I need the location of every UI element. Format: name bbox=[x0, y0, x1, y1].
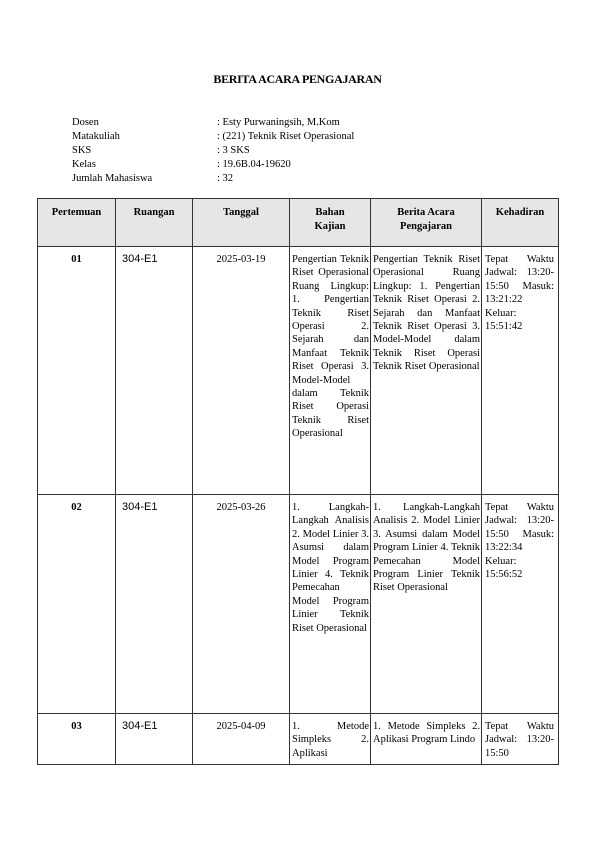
table-row bbox=[38, 247, 559, 495]
info-label: Matakuliah bbox=[72, 131, 120, 142]
cell-berita-acara: 1. Metode Simpleks 2. Aplikasi Program Lindo bbox=[371, 714, 482, 765]
info-row-matakuliah bbox=[72, 130, 354, 144]
info-row-sks bbox=[72, 144, 354, 158]
cell-ruangan: 304-E1 bbox=[116, 714, 193, 765]
table-header-row bbox=[38, 199, 559, 247]
header-bahan-kajian bbox=[290, 199, 371, 247]
cell-pertemuan: 02 bbox=[38, 495, 116, 714]
page-title: BERITA ACARA PENGAJARAN bbox=[213, 72, 382, 86]
cell-bahan-kajian: 1. Metode Simpleks 2. Aplikasi bbox=[290, 714, 371, 765]
cell-tanggal: 2025-03-26 bbox=[193, 495, 290, 714]
info-row-dosen bbox=[72, 116, 354, 130]
course-info bbox=[72, 116, 354, 186]
info-label: Jumlah Mahasiswa bbox=[72, 173, 153, 184]
cell-kehadiran: Tepat Waktu Jadwal: 13:20-15:50 Masuk: 13:21:22 Keluar: 15:51:42 bbox=[482, 247, 559, 495]
header-ruangan: Ruangan bbox=[116, 199, 193, 247]
cell-bahan-kajian: Pengertian Teknik Riset Operasional Ruang Lingkup: 1. Pengertian Teknik Riset Operasi 2. Sejarah dan Manfaat Teknik Riset Operasi 3. Model-Model dalam Teknik Riset Operasi Teknik Riset Operasional bbox=[290, 247, 371, 495]
info-label: SKS bbox=[72, 145, 92, 156]
info-label: Dosen bbox=[72, 117, 99, 128]
cell-tanggal: 2025-04-09 bbox=[193, 714, 290, 765]
info-value: : (221) Teknik Riset Operasional bbox=[217, 131, 355, 142]
cell-ruangan: 304-E1 bbox=[116, 495, 193, 714]
info-label: Kelas bbox=[72, 159, 96, 170]
header-tanggal: Tanggal bbox=[193, 199, 290, 247]
table-row bbox=[38, 495, 559, 714]
info-value: : 32 bbox=[217, 173, 234, 184]
header-bahan-line2: Kajian bbox=[314, 221, 346, 232]
cell-tanggal: 2025-03-19 bbox=[193, 247, 290, 495]
header-bahan-line1: Bahan bbox=[315, 207, 345, 218]
cell-berita-acara: Pengertian Teknik Riset Operasional Ruang Lingkup: 1. Pengertian Teknik Riset Operasi 2. Sejarah dan Manfaat Teknik Riset Operasi 3. Model-Model dalam Teknik Riset Operasi Teknik Riset Operasional bbox=[371, 247, 482, 495]
info-row-kelas bbox=[72, 158, 354, 172]
cell-berita-acara: 1. Langkah-Langkah Analisis 2. Model Linier 3. Asumsi dalam Model Program Linier 4. Teknik Pemecahan Model Program Linier Teknik Riset Operasional bbox=[371, 495, 482, 714]
cell-bahan-kajian: 1. Langkah-Langkah Analisis 2. Model Linier 3. Asumsi dalam Model Program Linier 4. Teknik Pemecahan Model Program Linier Teknik Riset Operasional bbox=[290, 495, 371, 714]
header-berita-line2: Pengajaran bbox=[400, 221, 452, 232]
header-berita-acara bbox=[371, 199, 482, 247]
table-row bbox=[38, 714, 559, 765]
header-kehadiran: Kehadiran bbox=[482, 199, 559, 247]
header-berita-line1: Berita Acara bbox=[397, 207, 455, 218]
info-row-jumlah-mahasiswa bbox=[72, 172, 354, 186]
info-value: : Esty Purwaningsih, M.Kom bbox=[217, 117, 340, 128]
cell-kehadiran: Tepat Waktu Jadwal: 13:20-15:50 Masuk: 13:22:34 Keluar: 15:56:52 bbox=[482, 495, 559, 714]
cell-pertemuan: 03 bbox=[38, 714, 116, 765]
header-pertemuan: Pertemuan bbox=[38, 199, 116, 247]
info-value: : 19.6B.04-19620 bbox=[217, 159, 291, 170]
teaching-record-table bbox=[37, 198, 559, 765]
info-value: : 3 SKS bbox=[217, 145, 250, 156]
cell-pertemuan: 01 bbox=[38, 247, 116, 495]
cell-kehadiran: Tepat Waktu Jadwal: 13:20-15:50 bbox=[482, 714, 559, 765]
cell-ruangan: 304-E1 bbox=[116, 247, 193, 495]
